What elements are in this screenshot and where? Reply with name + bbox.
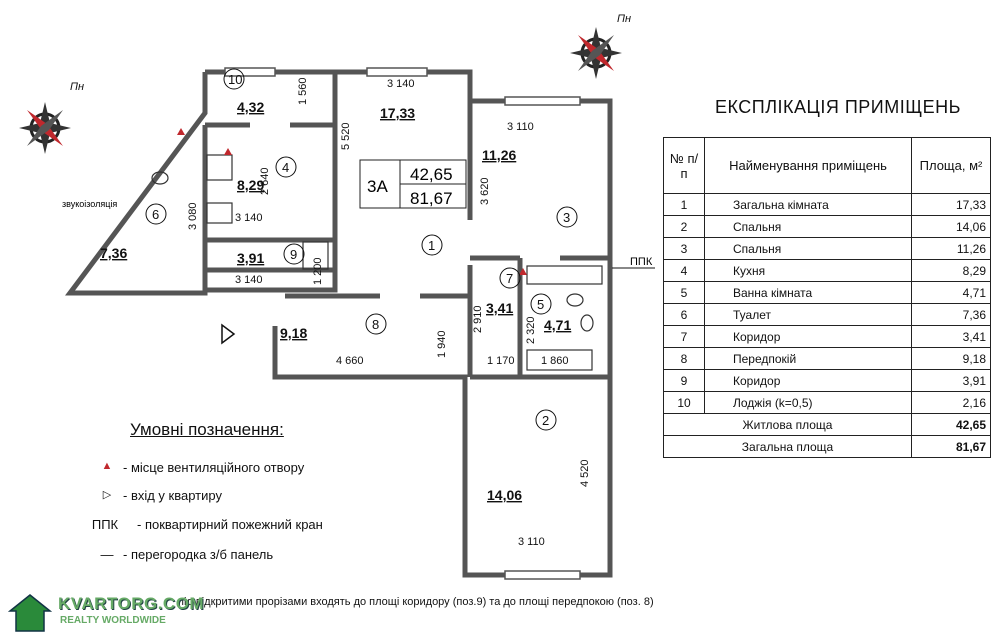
row-area: 11,26 (912, 238, 991, 260)
row-name: Кухня (705, 260, 912, 282)
table-row (664, 326, 991, 348)
dimension-label: 1 200 (312, 257, 324, 285)
row-area: 9,18 (912, 348, 991, 370)
room-number: 4 (282, 160, 290, 175)
living-area: 42,65 (410, 165, 453, 184)
vent-markers (177, 128, 527, 275)
row-name: Спальня (705, 216, 912, 238)
row-number: 3 (664, 238, 705, 260)
row-name: Туалет (705, 304, 912, 326)
row-area: 17,33 (912, 194, 991, 216)
total-row (664, 414, 991, 436)
room-area: 17,33 (380, 105, 416, 121)
footnote: під відкритими прорізами входять до площі коридору (поз.9) та до площі передпокою (поз. 8) (178, 596, 654, 608)
legend-symbol: ▷ (102, 489, 112, 501)
row-number: 8 (664, 348, 705, 370)
row-name: Лоджія (k=0,5) (705, 392, 912, 414)
room-number: 2 (542, 413, 550, 428)
room-area: 4,32 (237, 99, 265, 115)
table-row (664, 260, 991, 282)
explication-table (663, 137, 991, 458)
room-number: 3 (563, 210, 571, 225)
row-name: Спальня (705, 238, 912, 260)
room-number: 6 (152, 207, 160, 222)
row-number: 5 (664, 282, 705, 304)
row-number: 7 (664, 326, 705, 348)
dimension-label: 3 080 (187, 202, 199, 230)
watermark-tagline: REALTY WORLDWIDE (60, 615, 166, 626)
header-name: Найменування приміщень (705, 138, 912, 194)
row-number: 2 (664, 216, 705, 238)
dimension-label: 3 140 (235, 212, 263, 224)
dimension-label: 4 660 (336, 355, 364, 367)
entrance-icon (222, 325, 234, 343)
row-name: Передпокій (705, 348, 912, 370)
apartment-summary (360, 160, 466, 208)
room-area: 8,29 (237, 177, 265, 193)
table-row (664, 238, 991, 260)
row-name: Коридор (705, 326, 912, 348)
total-area: 81,67 (912, 436, 991, 458)
room-number: 8 (372, 317, 380, 332)
row-number: 10 (664, 392, 705, 414)
row-area: 2,16 (912, 392, 991, 414)
compass-icon (570, 27, 622, 79)
dimension-label: 3 140 (387, 78, 415, 90)
dimension-label: 3 140 (235, 274, 263, 286)
dimension-label: 1 170 (487, 355, 515, 367)
dimension-label: 2 640 (259, 167, 271, 195)
legend-text: - вхід у квартиру (123, 488, 222, 503)
legend-symbol: ▲ (101, 460, 113, 472)
room-area: 7,36 (100, 245, 128, 261)
ppk-label: ППК (630, 256, 653, 268)
total-row (664, 436, 991, 458)
room-number: 1 (428, 238, 436, 253)
row-number: 9 (664, 370, 705, 392)
total-name: Житлова площа (664, 414, 912, 436)
compass-label: Пн (70, 81, 85, 93)
table-row (664, 392, 991, 414)
header-area: Площа, м² (912, 138, 991, 194)
row-name: Коридор (705, 370, 912, 392)
compass-label: Пн (617, 13, 632, 25)
row-number: 6 (664, 304, 705, 326)
legend-title: Умовні позначення: (130, 420, 284, 439)
dimension-label: 1 940 (436, 330, 448, 358)
room-number: 5 (537, 297, 545, 312)
compass-icon (19, 102, 71, 154)
room-number: 9 (290, 247, 298, 262)
dimension-label: 3 110 (507, 121, 534, 133)
table-row (664, 370, 991, 392)
total-area: 42,65 (912, 414, 991, 436)
room-area: 11,26 (482, 147, 517, 163)
room-area: 14,06 (487, 487, 523, 503)
row-area: 4,71 (912, 282, 991, 304)
table-row (664, 282, 991, 304)
watermark (8, 593, 205, 638)
header-num: № п/п (664, 138, 705, 194)
row-area: 14,06 (912, 216, 991, 238)
watermark-brand: KVARTORG.COM (58, 594, 205, 613)
house-icon (8, 593, 52, 633)
legend-text: - перегородка з/б панель (123, 547, 274, 562)
table-row (664, 194, 991, 216)
legend-symbol: — (100, 547, 114, 562)
soundproof-label: звукоізоляція (62, 199, 118, 209)
total-name: Загальна площа (664, 436, 912, 458)
total-area: 81,67 (410, 189, 453, 208)
room-area: 9,18 (280, 325, 308, 341)
row-number: 4 (664, 260, 705, 282)
row-name: Ванна кімната (705, 282, 912, 304)
row-area: 3,41 (912, 326, 991, 348)
dimension-label: 3 620 (479, 177, 491, 205)
explication-title: ЕКСПЛІКАЦІЯ ПРИМІЩЕНЬ (715, 97, 961, 117)
dimension-label: 3 110 (518, 536, 545, 548)
legend-text: - місце вентиляційного отвору (123, 460, 305, 475)
apartment-code: 3А (367, 177, 388, 196)
row-area: 3,91 (912, 370, 991, 392)
dimension-label: 1 860 (541, 355, 569, 367)
row-name: Загальна кімната (705, 194, 912, 216)
dimension-label: 1 560 (297, 77, 309, 105)
dimension-label: 5 520 (340, 122, 352, 150)
dimension-label: 2 320 (525, 316, 537, 344)
row-area: 7,36 (912, 304, 991, 326)
dimension-label: 2 910 (472, 305, 484, 333)
room-area: 3,41 (486, 300, 514, 316)
room-area: 3,91 (237, 250, 265, 266)
table-row (664, 216, 991, 238)
legend-text: - поквартирний пожежний кран (137, 517, 323, 532)
room-number: 10 (228, 72, 243, 87)
dimension-label: 4 520 (579, 459, 591, 487)
row-area: 8,29 (912, 260, 991, 282)
table-row (664, 348, 991, 370)
room-number: 7 (506, 271, 514, 286)
room-area: 4,71 (544, 317, 572, 333)
legend-symbol: ППК (91, 517, 119, 532)
row-number: 1 (664, 194, 705, 216)
table-row (664, 304, 991, 326)
